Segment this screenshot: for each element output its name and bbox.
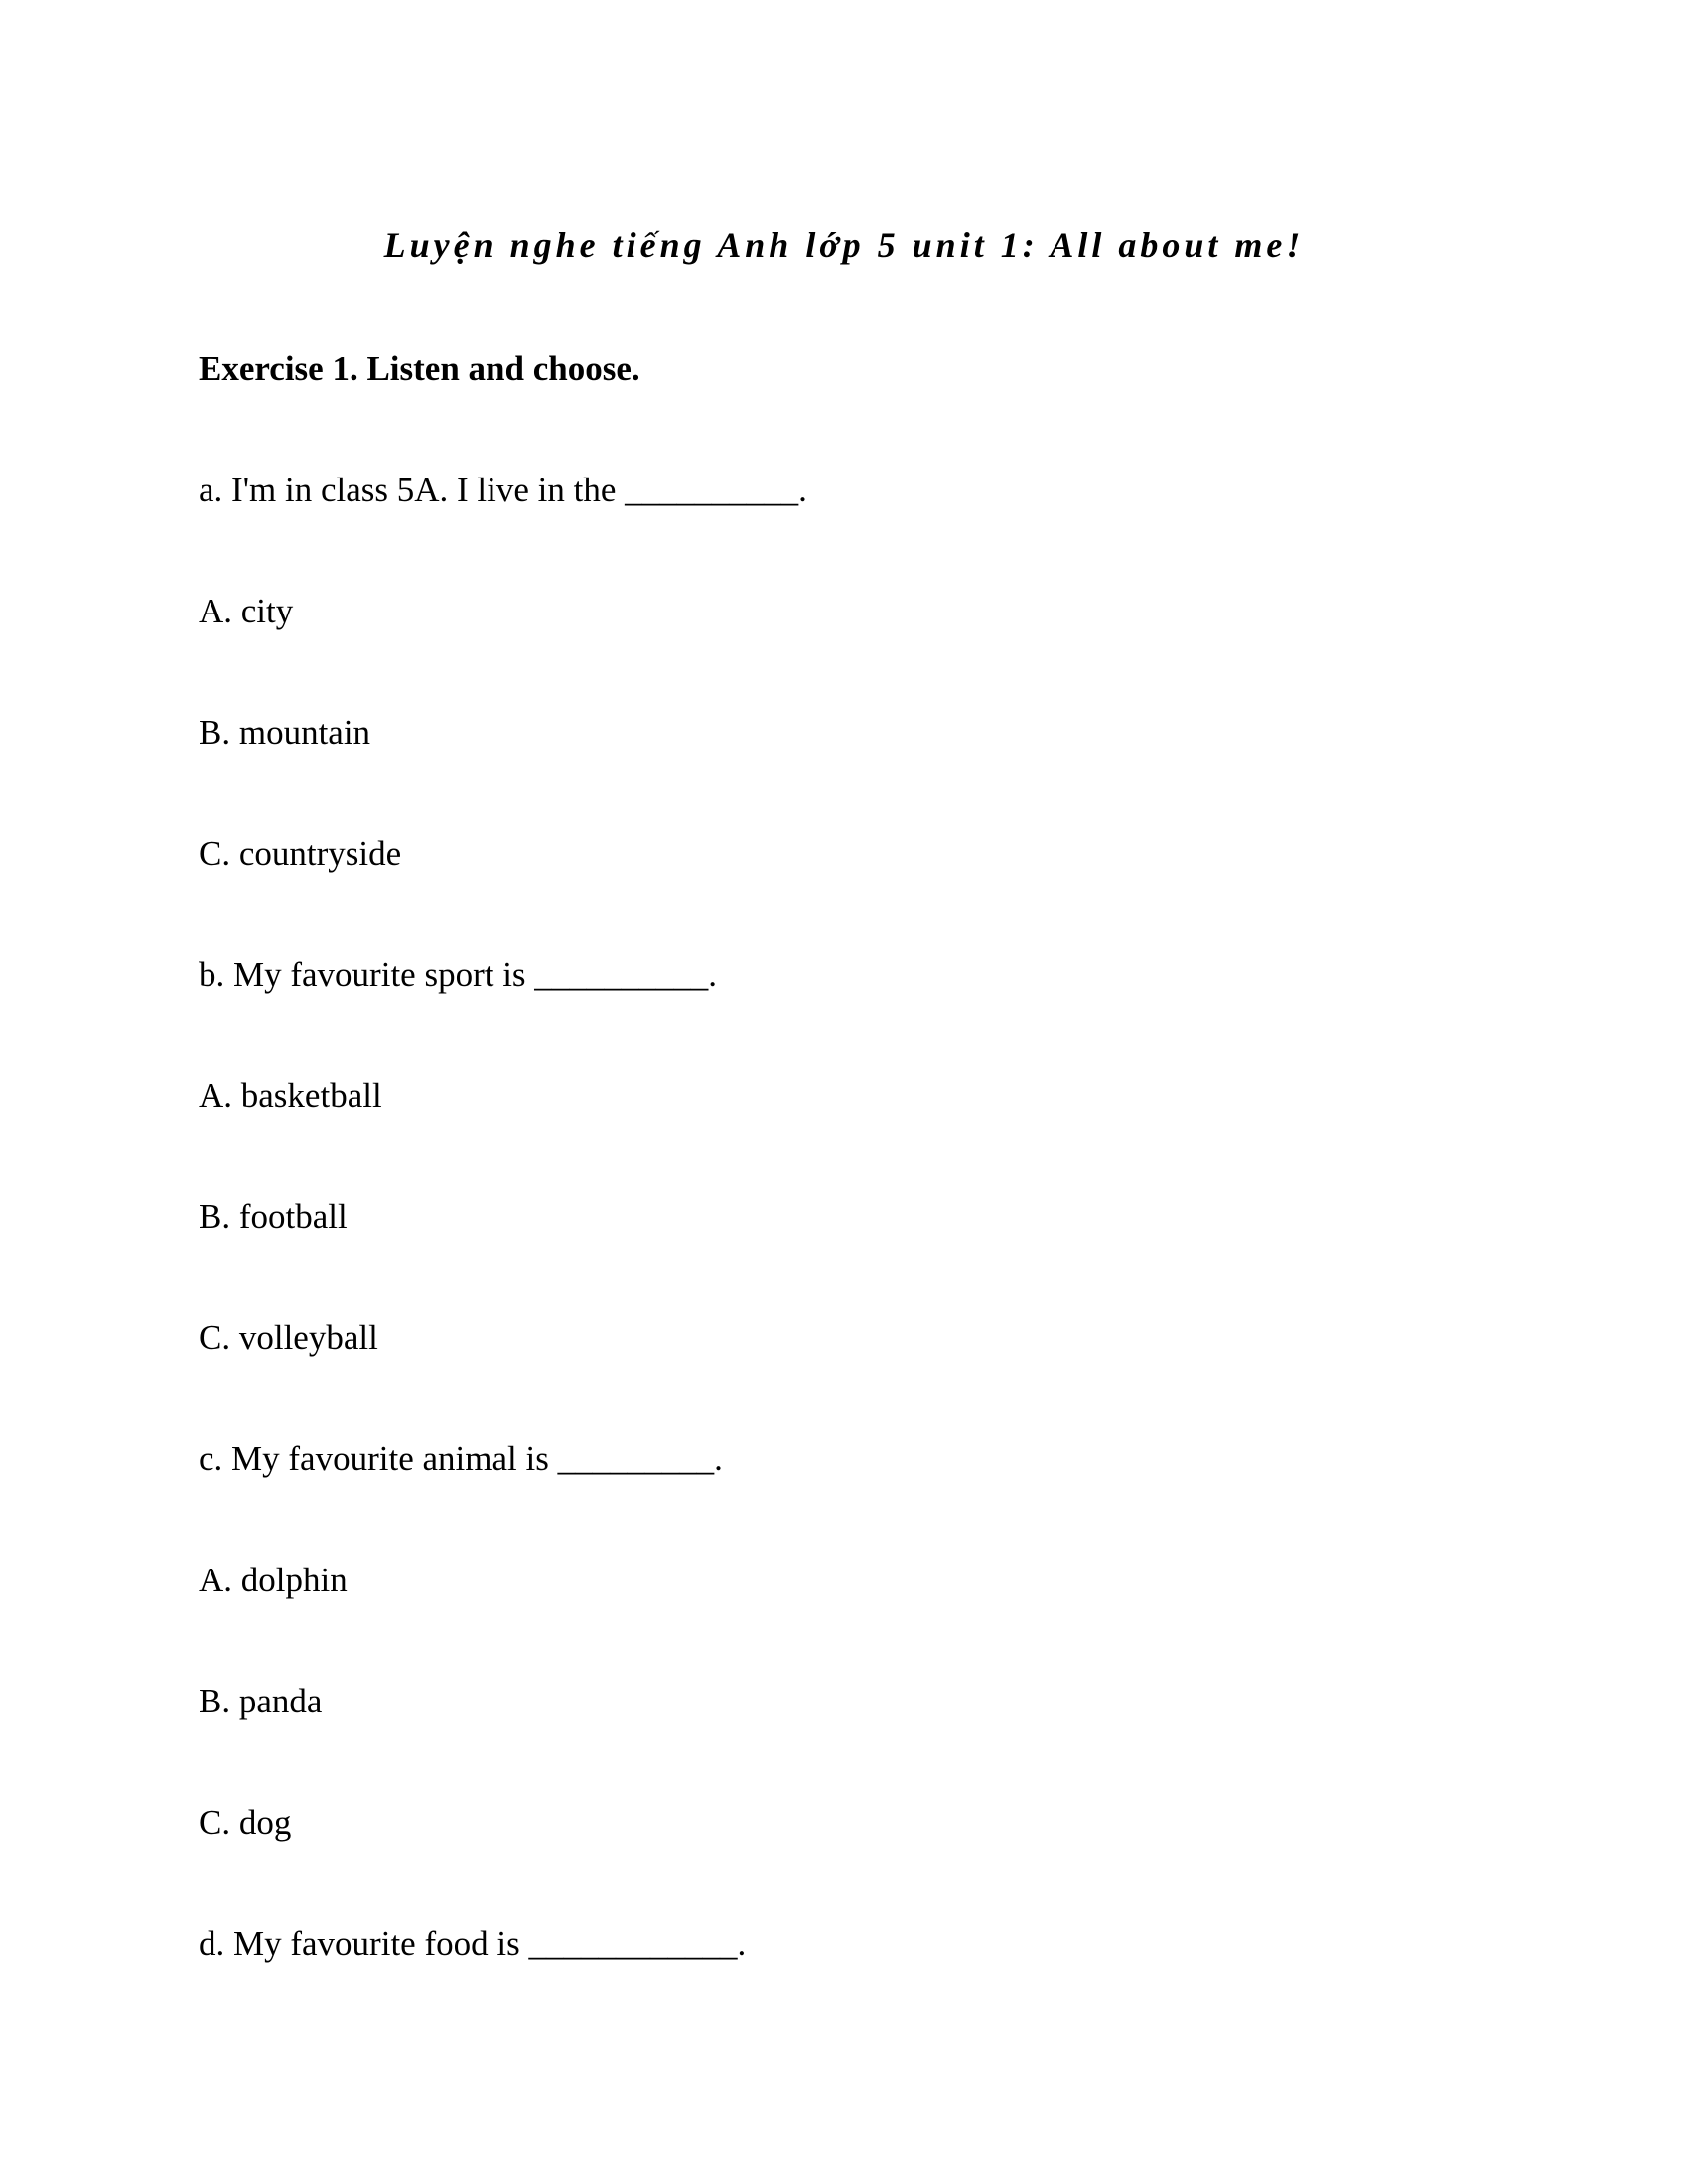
question-d-stem: d. My favourite food is ____________. <box>199 1924 747 1963</box>
question-b-option-a: A. basketball <box>199 1076 382 1115</box>
question-a-stem: a. I'm in class 5A. I live in the __________. <box>199 471 807 509</box>
exercise-heading: Exercise 1. Listen and choose. <box>199 349 640 388</box>
question-c-option-c: C. dog <box>199 1803 292 1842</box>
question-c-option-b: B. panda <box>199 1682 323 1720</box>
document-title: Luyện nghe tiếng Anh lớp 5 unit 1: All about me! <box>383 225 1305 265</box>
question-a-option-a: A. city <box>199 592 294 630</box>
question-b-stem: b. My favourite sport is __________. <box>199 955 718 994</box>
question-b-option-b: B. football <box>199 1197 348 1236</box>
question-b-option-c: C. volleyball <box>199 1318 378 1357</box>
question-c-stem: c. My favourite animal is _________. <box>199 1439 723 1478</box>
question-c-option-a: A. dolphin <box>199 1561 348 1599</box>
question-a-option-c: C. countryside <box>199 834 402 873</box>
question-a-option-b: B. mountain <box>199 713 371 751</box>
